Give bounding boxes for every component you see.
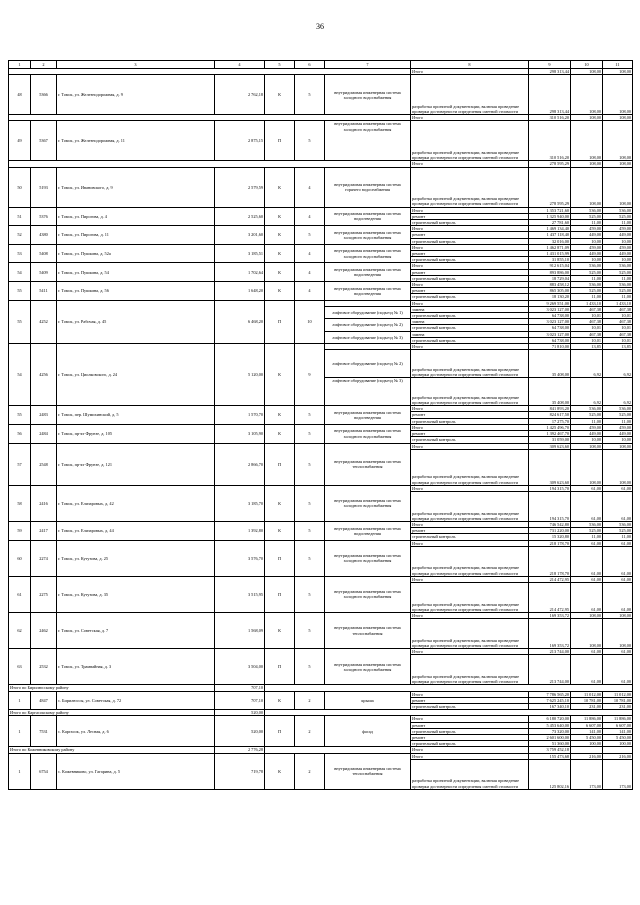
table-row: 50 5193 г. Томск, ул. Ивановского, д. 9 2 579,59 К 4 внутридомовая инженерная система горячего водоснабжения разработка проектной документации, включая проведение проверки достоверности определения сметной стоимости 278 595,29 108,00 108,00 bbox=[9, 167, 633, 207]
table-row: лифтовое оборудование (подъезд № 3) разработка проектной документации, включая проведение проверки достоверности определения сметной стоимости 35 408,00 6,92 6,92 bbox=[9, 378, 633, 406]
table-row: разработка проектной документации, включая проведение проверки достоверности определения сметной стоимости 309 623,60 108,00 108,00 bbox=[9, 449, 633, 485]
table-row: ремонт 7 625 245,10 10 781,00 10 781,00 bbox=[412, 697, 631, 703]
total-row: Итого 298 313,44 108,00 108,00 bbox=[9, 69, 633, 75]
table-row: ремонт 1 431 015,99 449,00 449,00 bbox=[412, 251, 631, 257]
table-row: лифтовое оборудование (подъезд № 2) замена 3 023 127,00 467,38 467,38 bbox=[9, 319, 633, 325]
total-row: Итого 278 595,29 108,00 108,00 bbox=[9, 161, 633, 167]
table-row: ремонт 2 601 600,00 5 450,00 5 450,00 bbox=[412, 734, 631, 740]
total-row: 61 2275 г. Томск, ул. Кутузова, д. 35 3 515,95 П 5 внутридомовая инженерная система холодного водоснабжения Итого 214 472,95 61,00 61,00 bbox=[9, 576, 633, 582]
total-row: 1 4847 с. Бирилюссы, ул. Советская, д. 72 707,10 К 2 крыша Итого 7 786 565,20 11 012,00 11 012,00 bbox=[9, 691, 633, 697]
district-total-row: Итого по Каргасокскому району 520,00 bbox=[9, 710, 633, 716]
table-row: ремонт 731 220,00 525,00 525,00 bbox=[412, 528, 631, 534]
table-row: строительный контроль 167 340,10 231,00 231,00 bbox=[412, 703, 631, 709]
col-header: 7 bbox=[325, 61, 411, 69]
table-row: строительный контроль 31 059,00 10,00 10,00 bbox=[412, 437, 631, 443]
page-number: 36 bbox=[316, 22, 324, 31]
col-header: 2 bbox=[31, 61, 57, 69]
table-row: строительный контроль 18 130,20 11,00 11,00 bbox=[412, 294, 631, 300]
total-row: Итого 310 516,20 108,00 108,00 bbox=[9, 115, 633, 121]
total-row: 54 4256 г. Томск, ул. Циолковского, д. 24 5 120,00 К 9 Итого 71 810,00 13,85 13,85 bbox=[9, 344, 633, 350]
table-row: разработка проектной документации, включая проведение проверки достоверности определения сметной стоимости 125 802,16 173,00 173,00 bbox=[9, 759, 633, 789]
table-row: ремонт 865 305,00 525,00 525,00 bbox=[412, 288, 631, 294]
table-row: строительный контроль 31 855,10 10,00 10,00 bbox=[412, 257, 631, 263]
table-row: строительный контроль 27 781,60 11,00 11,00 bbox=[412, 220, 631, 226]
table-row: разработка проектной документации, включая проведение проверки достоверности определения сметной стоимости 214 472,95 61,00 61,00 bbox=[9, 582, 633, 612]
table-row: ремонт 1 437 118,40 449,00 449,00 bbox=[412, 232, 631, 238]
total-row: 1 7531 с. Каргасок, ул. Лесная, д. 6 520,00 П 2 фасад Итого 6 180 720,00 11 886,00 11 886,00 bbox=[9, 716, 633, 722]
total-row: 63 2532 г. Томск, ул. Трамвайная, д. 3 3 504,00 П 5 внутридомовая инженерная система холодного водоснабжения Итого 213 744,00 61,00 61,00 bbox=[9, 649, 633, 655]
total-row: 58 2416 г. Томск, ул. Елизаровых, д. 42 3 185,70 К 5 внутридомовая инженерная система холодного водоснабжения Итого 194 315,70 61,00 61,00 bbox=[9, 485, 633, 491]
district-total-row: Итого по Бирилюсскому району 707,10 bbox=[9, 685, 633, 691]
col-header: 3 bbox=[57, 61, 215, 69]
col-header: 10 bbox=[571, 61, 603, 69]
table-row: строительный контроль 18 729,04 11,00 11,00 bbox=[412, 275, 631, 281]
col-header: 4 bbox=[215, 61, 265, 69]
col-header: 9 bbox=[529, 61, 571, 69]
table-row: ремонт 824 617,50 525,00 525,00 bbox=[412, 412, 631, 418]
table-row: лифтовое оборудование (подъезд № 1) замена 3 023 127,00 467,38 467,38 bbox=[9, 306, 633, 312]
capital-repair-table bbox=[8, 60, 633, 790]
total-row: 52 4380 г. Томск, ул. Пирогова, д. 11 3 201,60 К 5 внутридомовая инженерная система холодного водоснабжения Итого 1 469 134,40 459,00 459,00 bbox=[9, 226, 633, 232]
total-row: 60 2274 г. Томск, ул. Кутузова, д. 25 3 576,70 П 5 внутридомовая инженерная система холодного водоснабжения Итого 218 178,70 61,00 61,00 bbox=[9, 540, 633, 546]
total-row: 53 5408 г. Томск, ул. Пушкина, д. 52а 3 185,51 К 4 внутридомовая инженерная система холодного водоснабжения Итого 1 462 871,09 459,00 459,00 bbox=[9, 244, 633, 250]
table-row: лифтовое оборудование (подъезд № 2) разработка проектной документации, включая проведение проверки достоверности определения сметной стоимости 35 408,00 6,92 6,92 bbox=[9, 350, 633, 378]
table-row: строительный контроль 73 320,00 141,00 141,00 bbox=[412, 728, 631, 734]
total-row: 55 4252 г. Томск, ул. Рабочая, д. 45 6 468,20 П 10 Итого 9 269 551,00 1 433,10 1 433,10 bbox=[9, 300, 633, 306]
table-row: строительный контроль 17 275,70 11,00 11,00 bbox=[412, 418, 631, 424]
header-row bbox=[9, 61, 633, 69]
col-header: 5 bbox=[265, 61, 295, 69]
col-header: 8 bbox=[411, 61, 529, 69]
table-row: разработка проектной документации, включая проведение проверки достоверности определения сметной стоимости 213 744,00 61,00 61,00 bbox=[9, 655, 633, 685]
col-header: 1 bbox=[9, 61, 31, 69]
total-row: 57 2548 г. Томск, пр-кт Фрунзе, д. 121 2 866,70 П 5 внутридомовая инженерная система теплоснабжения Итого 309 623,60 108,00 108,00 bbox=[9, 443, 633, 449]
total-row: 55 5411 г. Томск, ул. Пушкина, д. 56 1 648,20 К 4 внутридомовая инженерная система водоотведения Итого 883 458,12 536,00 536,00 bbox=[9, 282, 633, 288]
table-row: строительный контроль 64 738,00 10,01 10,01 bbox=[412, 337, 631, 343]
total-row: 59 2417 г. Томск, ул. Елизаровых, д. 44 1 392,80 К 5 внутридомовая инженерная система водоотведения Итого 746 542,80 536,00 536,00 bbox=[9, 521, 633, 527]
total-row: 56 2484 г. Томск, пр-кт Фрунзе, д. 105 3 105,90 К 5 внутридомовая инженерная система холодного водоснабжения Итого 1 425 496,70 459,00 459,00 bbox=[9, 424, 633, 430]
table-row: строительный контроль 15 320,80 11,00 11,00 bbox=[412, 534, 631, 540]
table-row: строительный контроль 64 738,00 10,01 10,01 bbox=[412, 325, 631, 331]
total-row: 55 2483 г. Томск, пер. Шумихинский, д. 5 1 570,70 К 5 внутридомовая инженерная система водоотведения Итого 841 893,20 536,00 536,00 bbox=[9, 406, 633, 412]
table-row: 49 5367 г. Томск, ул. Железнодорожная, д. 11 2 875,15 П 5 внутридомовая инженерная система холодного водоснабжения разработка проектной документации, включая проведение проверки достоверности определения сметной стоимости 310 516,20 108,00 108,00 bbox=[9, 121, 633, 161]
table-row: разработка проектной документации, включая проведение проверки достоверности определения сметной стоимости 194 315,70 61,00 61,00 bbox=[9, 491, 633, 521]
total-row: 54 5409 г. Томск, ул. Пушкина, д. 54 1 702,64 К 4 внутридомовая инженерная система водоотведения Итого 912 615,04 536,00 536,00 bbox=[9, 263, 633, 269]
table-row: разработка проектной документации, включая проведение проверки достоверности определения сметной стоимости 169 353,72 108,00 108,00 bbox=[9, 619, 633, 649]
table-row: ремонт 5 453 640,00 6 607,00 6 607,00 bbox=[412, 722, 631, 728]
table-row: строительный контроль 64 738,00 10,01 10,01 bbox=[412, 313, 631, 319]
table-row: ремонт 893 886,00 525,00 525,00 bbox=[412, 269, 631, 275]
table-row: разработка проектной документации, включая проведение проверки достоверности определения сметной стоимости 218 178,70 61,00 61,00 bbox=[9, 546, 633, 576]
table-row: ремонт 1 392 467,70 449,00 449,00 bbox=[412, 431, 631, 437]
total-row: 1 6754 с. Кожевниково, ул. Гагарина, д. 5 719,78 К 2 внутридомовая инженерная система теплоснабжения Итого 155 473,68 216,00 216,00 bbox=[9, 753, 633, 759]
col-header: 6 bbox=[295, 61, 325, 69]
total-row: 51 5376 г. Томск, ул. Пирогова, д. 4 2 525,60 К 4 внутридомовая инженерная система водоотведения Итого 1 353 721,60 536,00 536,00 bbox=[9, 207, 633, 213]
table-row: строительный контроль 32 016,00 10,00 10,00 bbox=[412, 238, 631, 244]
col-header: 11 bbox=[603, 61, 633, 69]
table-row: ремонт 1 325 940,00 525,00 525,00 bbox=[412, 213, 631, 219]
table-row: строительный контроль 51 360,00 100,00 100,00 bbox=[412, 741, 631, 747]
table-row: лифтовое оборудование (подъезд № 3) замена 3 023 127,00 467,38 467,38 bbox=[9, 331, 633, 337]
total-row: 62 2462 г. Томск, ул. Советская, д. 7 1 568,09 К 5 внутридомовая инженерная система теплоснабжения Итого 169 353,72 108,00 108,00 bbox=[9, 612, 633, 618]
table-row: 48 5366 г. Томск, ул. Железнодорожная, д. 9 2 762,18 К 5 внутридомовая инженерная система холодного водоснабжения разработка проектной документации, включая проведение проверки достоверности определения сметной стоимости 298 313,44 108,00 108,00 bbox=[9, 75, 633, 115]
district-total-row: Итого по Кожевниковскому району 2 776,28 Итого 3 759 452,18 bbox=[9, 747, 633, 753]
